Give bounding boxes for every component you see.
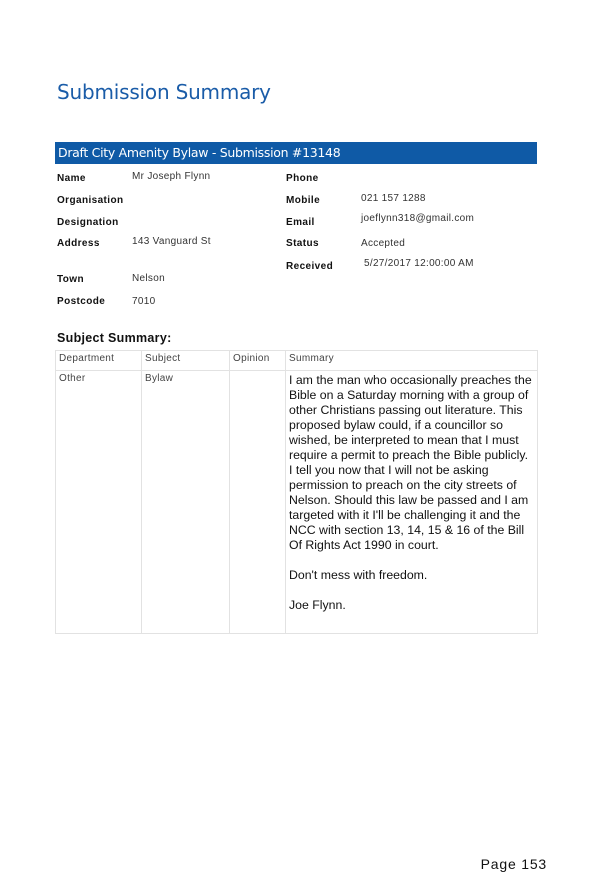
address-value: 143 Vanguard St — [132, 236, 211, 247]
postcode-value: 7010 — [132, 296, 156, 307]
mobile-value: 021 157 1288 — [361, 193, 426, 204]
organisation-label: Organisation — [57, 195, 124, 206]
received-value: 5/27/2017 12:00:00 AM — [364, 258, 474, 269]
address-label: Address — [57, 238, 100, 249]
mobile-label: Mobile — [286, 195, 321, 206]
email-label: Email — [286, 217, 315, 228]
column-header-opinion: Opinion — [230, 351, 286, 371]
table-row — [56, 371, 538, 634]
designation-label: Designation — [57, 217, 119, 228]
name-value: Mr Joseph Flynn — [132, 171, 211, 182]
summary-paragraph: Don't mess with freedom. — [289, 568, 428, 582]
town-value: Nelson — [132, 273, 165, 284]
table-header-row — [56, 351, 538, 371]
postcode-label: Postcode — [57, 296, 106, 307]
column-header-department: Department — [56, 351, 142, 371]
department-cell: Other — [56, 371, 142, 634]
status-label: Status — [286, 238, 319, 249]
name-label: Name — [57, 173, 86, 184]
submission-title-bar: Draft City Amenity Bylaw - Submission #13148 — [55, 142, 537, 164]
received-label: Received — [286, 261, 334, 272]
opinion-cell — [230, 371, 286, 634]
summary-paragraph: Joe Flynn. — [289, 598, 346, 612]
status-value: Accepted — [361, 238, 406, 249]
summary-cell — [286, 371, 538, 634]
subject-summary-table — [55, 350, 538, 634]
column-header-summary: Summary — [286, 351, 538, 371]
phone-label: Phone — [286, 173, 319, 184]
subject-cell: Bylaw — [142, 371, 230, 634]
column-header-subject: Subject — [142, 351, 230, 371]
town-label: Town — [57, 274, 84, 285]
subject-summary-heading: Subject Summary: — [57, 331, 172, 345]
page-number: Page 153 — [480, 856, 547, 872]
email-value: joeflynn318@gmail.com — [361, 213, 475, 224]
summary-paragraph: I am the man who occasionally preaches the Bible on a Saturday morning with a group of other Christians passing out literature. This proposed bylaw could, if a councillor so wished, be interpreted to mean that I must require a permit to preach the Bible publicly. I tell you now that I will not be asking permission to preach on the city streets of Nelson. Should this law be passed and I am targeted with it I'll be challenging it and the NCC with section 13, 14, 15 & 16 of the Bill Of Rights Act 1990 in court. — [289, 373, 532, 552]
page-title: Submission Summary — [57, 80, 271, 104]
